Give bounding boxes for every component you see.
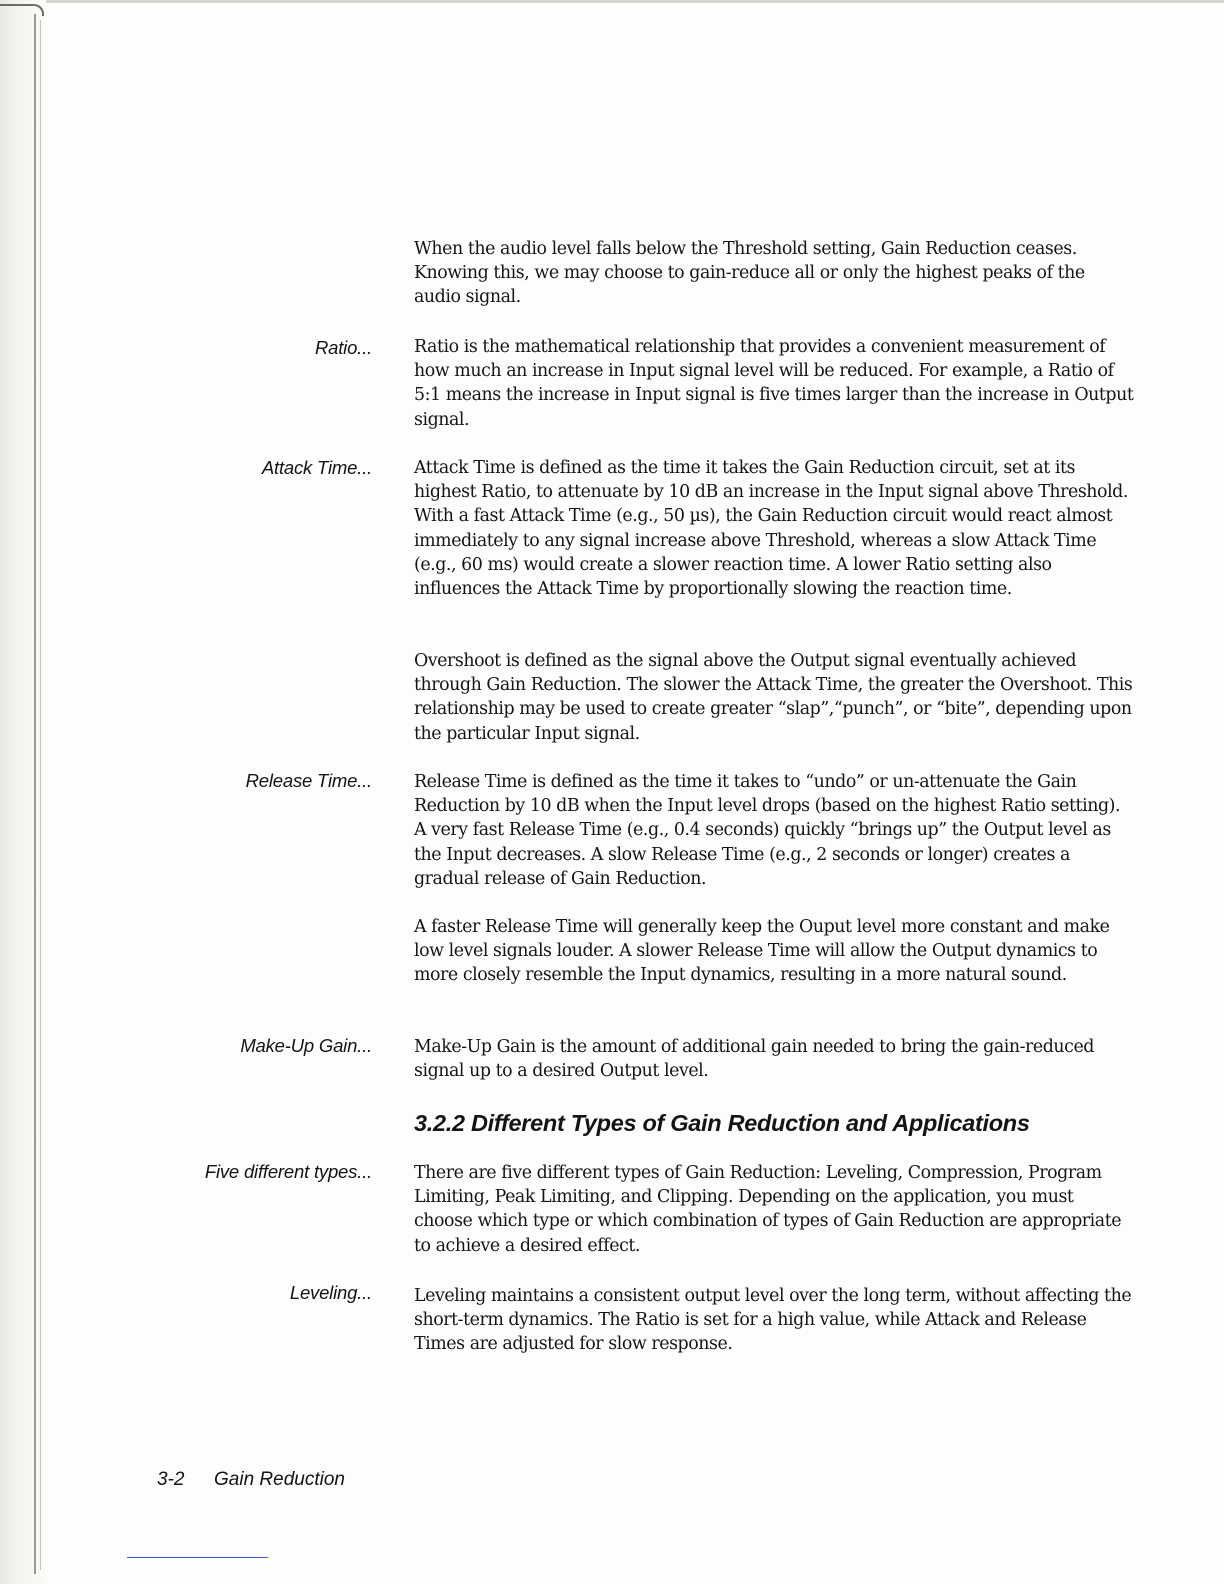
side-label-release-time: Release Time... bbox=[245, 770, 372, 791]
side-label-five-types: Five different types... bbox=[204, 1161, 372, 1182]
paragraph-overshoot: Overshoot is defined as the signal above the Output signal eventually achieved through Gain Reduction. The slower the Attack Time, the greater the Overshoot. This relationship may be used to create greater “slap”,“punch”, or “bite”, depending upon the particular Input signal. bbox=[414, 651, 1133, 744]
footer-rule bbox=[127, 1557, 268, 1558]
page-top-edge bbox=[46, 0, 1224, 3]
footer-section-title: Gain Reduction bbox=[214, 1469, 345, 1490]
paragraph-attack-time: Attack Time is defined as the time it takes the Gain Reduction circuit, set at its highest Ratio, to attenuate by 10 dB an increase in the Input signal above Threshold. With a fast Attack Time (e.g., 50 µs), the Gain Reduction circuit would react almost immediately to any signal increase above Threshold, whereas a slow Attack Time (e.g., 60 ms) would create a slower reaction time. A lower Ratio setting also influences the Attack Time by proportionally slowing the reaction time. bbox=[414, 458, 1128, 600]
side-label-ratio: Ratio... bbox=[314, 337, 372, 358]
paragraph-ratio: Ratio is the mathematical relationship that provides a convenient measurement of how much an increase in Input signal level will be reduced. For example, a Ratio of 5:1 means the increase in Input signal is five times larger than the increase in Output signal. bbox=[414, 337, 1134, 430]
paragraph-release-time: Release Time is defined as the time it takes to “undo” or un-attenuate the Gain Reduction by 10 dB when the Input level drops (based on the highest Ratio setting). A very fast Release Time (e.g., 0.4 seconds) quickly “brings up” the Output level as the Input decreases. A slow Release Time (e.g., 2 seconds or longer) creates a gradual release of Gain Reduction. bbox=[414, 772, 1121, 889]
paragraph-five-types: There are five different types of Gain Reduction: Leveling, Compression, Program Limiting, Peak Limiting, and Clipping. Depending on the application, you must choose which type or which combination of types of Gain Reduction are appropriate to achieve a desired effect. bbox=[414, 1163, 1122, 1256]
page-number: 3-2 bbox=[157, 1469, 185, 1490]
paragraph-leveling: Leveling maintains a consistent output level over the long term, without affecting the short-term dynamics. The Ratio is set for a high value, while Attack and Release Times are adjusted for slow response. bbox=[414, 1286, 1132, 1355]
section-heading: 3.2.2 Different Types of Gain Reduction and Applications bbox=[414, 1110, 1030, 1136]
side-label-leveling: Leveling... bbox=[289, 1282, 372, 1303]
paragraph-threshold-cease: When the audio level falls below the Threshold setting, Gain Reduction ceases. Knowing this, we may choose to gain-reduce all or only the highest peaks of the audio signal. bbox=[414, 239, 1085, 308]
binding-rule-inner bbox=[40, 20, 41, 1570]
paragraph-faster-release: A faster Release Time will generally keep the Ouput level more constant and make low level signals louder. A slower Release Time will allow the Output dynamics to more closely resemble the Input dynamics, resulting in a more natural sound. bbox=[414, 917, 1110, 986]
binding-rule bbox=[34, 14, 36, 1574]
page-footer bbox=[157, 1468, 345, 1492]
side-label-attack-time: Attack Time... bbox=[261, 457, 372, 478]
corner-mark bbox=[0, 4, 44, 16]
paragraph-make-up-gain: Make-Up Gain is the amount of additional gain needed to bring the gain-reduced signal up to a desired Output level. bbox=[414, 1037, 1094, 1082]
side-label-make-up-gain: Make-Up Gain... bbox=[240, 1035, 372, 1056]
